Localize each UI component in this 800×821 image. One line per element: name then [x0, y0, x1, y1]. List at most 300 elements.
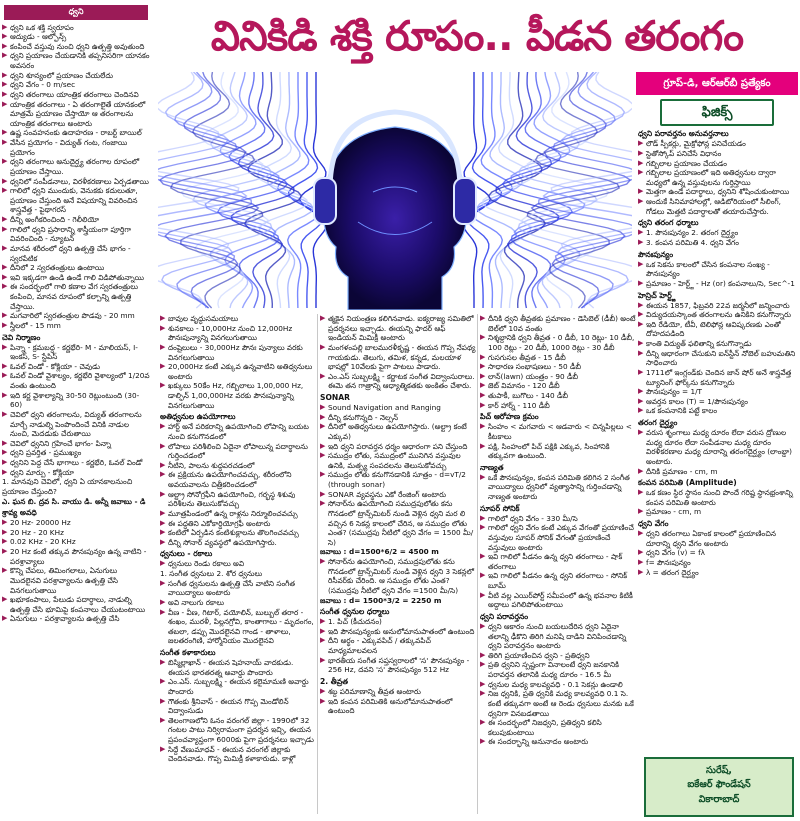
bullet-icon: ▶: [160, 578, 166, 587]
list-item: [160, 598, 316, 608]
list-item: [2, 614, 150, 624]
list-item-text: దీన్ని ఆధారంగా చేసుకుని ఐన్‌స్టీన్ నోబెల్ బహుమతిని సాధించారు: [646, 348, 796, 368]
bullet-icon: ▶: [160, 715, 166, 724]
bullet-icon: ▶: [2, 361, 8, 370]
list-item: [638, 187, 796, 197]
bullet-icon: ▶: [480, 441, 486, 450]
bullet-icon: ▶: [320, 342, 326, 351]
bullet-icon: ▶: [2, 224, 8, 233]
list-item: [160, 745, 316, 764]
bullet-icon: ▶: [480, 391, 486, 399]
bullet-icon: ▶: [638, 548, 644, 557]
list-item-text: ఒక సెకను కాలంలో చేసిన కంపనాల సంఖ్య - పౌనఃపున్యం: [646, 259, 770, 279]
list-item-text: ధ్వని వేగం - 0 m/sec: [10, 80, 76, 90]
list-item-text: ఈ సందర్భంలో గాలి కణాల వేగ స్వరతంత్రులు కంపించి, మానవ రూపంలో కల్పాన్ని ఉత్పత్తి చేస్తాయి.: [10, 282, 139, 311]
list-item-text: ధ్వని ఒక శక్తి స్వరూపం: [10, 22, 74, 32]
list-item: [638, 339, 796, 349]
list-item: [2, 225, 150, 244]
sub-heading: పౌనఃపున్యం: [638, 249, 674, 259]
list-item-text: దీన్ని సోనార్ వ్యవస్థలో ఉపయోగిస్తారు.: [168, 537, 277, 547]
middle-column-3: [478, 314, 638, 821]
list-item-text: తెలంగాణలోని ఓనం వరంగల్ జిల్లా - 1990లో 32 గంటల పాటు నిర్విరామంగా ప్రదర్శన ఇచ్చి, ఈయన ప్రపంచవ్యాప్తంగా 6000కు పైగా ప్రదర్శనలు ఇచ్చాడు: [168, 715, 314, 745]
list-item-text: దీనికి ప్రమాణం - cm, m: [646, 466, 718, 476]
list-item-text: శబ్ద పరిమాణాన్ని తీవ్రత అంటారు: [328, 686, 421, 696]
bullet-icon: ▶: [160, 677, 166, 686]
list-item-text: త్మకైన నియంత్రణ కలిగినవాడు. ఐక్యరాజ్య సమితిలో ప్రదర్శనలు ఇచ్చాడు. ఈయన్ని ఫాదర్ ఆఫ్ ఇండియన్ మిమిక్రీ అంటారు: [328, 314, 474, 343]
bullet-icon: ▶: [480, 660, 486, 669]
list-item: [638, 228, 796, 238]
list-item: [2, 547, 150, 566]
list-item: [2, 42, 150, 52]
list-item: [480, 333, 636, 352]
bullet-icon: ▶: [320, 371, 326, 380]
list-item-text: ధ్వని మార్పు - కోక్లియా: [10, 467, 74, 477]
bullet-icon: ▶: [2, 22, 8, 31]
list-item: [320, 442, 476, 452]
bullet-icon: ▶: [480, 689, 486, 698]
list-item-text: ఇవి గాలిలో పీడనం ఉన్న ధ్వని తరంగాలు - షాక్ తరంగాలు: [488, 552, 623, 571]
list-item: [160, 343, 316, 362]
list-item: [2, 273, 150, 283]
list-item-text: ఓవల్ విండో వైశాల్యం, కర్ణభేరి వైశాల్యంలో 1/20వ వంతు ఉంటుంది: [10, 371, 150, 391]
list-item: [2, 282, 150, 311]
list-item-text: గాలిలో ధ్వని వేగం - 330 మీ/సె: [488, 513, 578, 523]
list-item-text: మంగళంపల్లి బాలమురళీకృష్ణ - ఈయన గొప్ప నేపథ్య గాయకుడు. తెలుగు, తమిళ, కన్నడ, మలయాళ భాషల్లో 10వేలకు పైగా పాటలు పాడారు.: [328, 342, 476, 372]
list-item-text: ఖక్కులు 50కేం Hz, గబ్బిలాలు 1,00,000 Hz, డాల్ఫిన్ 1,00,000Hz వరకు పౌనఃపున్యాన్ని వినగలుగుతాయి: [168, 381, 304, 410]
list-item: [320, 422, 476, 441]
text-line: జవాబు : d=1500*6/2 = 4500 m: [320, 547, 439, 557]
list-item-text: ఆల్ట్రా సోనోగ్రఫీని ఉపయోగించి, గర్భస్థ శిశువు పరిశీలను తెలుసుకోవచ్చు: [168, 489, 296, 509]
list-item: [480, 442, 636, 461]
list-item: [638, 558, 796, 568]
list-item-text: ధ్వని ప్రయాణం చేయడానికి తప్పనిసరిగా యానకం అవసరం: [10, 51, 150, 71]
list-item-text: నిజ ధ్వనికి, ప్రతి ధ్వనికి మధ్య కాలవ్యవధి 0.1 సె. కంటే తక్కువగా అంటే ఆ రెండు ధ్వనులు మనకు ఒకే ధ్వనిగా వినబడతాయి: [488, 689, 634, 718]
list-item-text: ధ్వనుల మధ్య కాలవ్యవధి - 0.1 సెకన్లు ఉండాలి: [488, 679, 623, 689]
list-item: [480, 473, 636, 502]
bullet-icon: ▶: [2, 138, 8, 147]
list-item: [480, 401, 636, 411]
text-line: ఎ. ఘన బి. ద్రవ సి. వాయు డి. అన్నీ జవాబు - డి: [2, 496, 146, 506]
list-item-text: Sound Navigation and Ranging: [328, 403, 441, 413]
right-list: [636, 129, 798, 577]
list-item-text: 3. కంపన పరిమితి 4. ధ్వని వేగం: [646, 238, 739, 247]
bullet-icon: ▶: [160, 342, 166, 351]
list-item: [638, 467, 796, 477]
bullet-icon: ▶: [638, 387, 644, 396]
bullet-icon: ▶: [320, 470, 326, 479]
bullet-icon: ▶: [480, 400, 486, 409]
list-item-text: గాలిలో ధ్వని ప్రసారాన్ని శాస్త్రీయంగా పూర్తిగా వివరించింది - న్యూటన్: [10, 224, 132, 244]
list-item: [480, 362, 636, 372]
list-item-text: మూత్రపిండంలో ఉన్న రాళ్లను నిర్మూలించవచ్చు: [168, 508, 298, 518]
list-item-text: ఆద్యుడు - ఆల్ఫోన్స్: [10, 32, 67, 42]
bullet-icon: ▶: [480, 422, 486, 431]
list-item: [638, 159, 796, 169]
list-item: [160, 538, 316, 548]
list-item: [320, 343, 476, 372]
bullet-icon: ▶: [320, 314, 326, 322]
bullet-icon: ▶: [320, 626, 326, 635]
list-item-text: దీనిలో అతిధ్వనులు ఉపయోగిస్తారు. (అల్ట్రా కంటే ఎక్కువ): [328, 422, 467, 441]
bullet-icon: ▶: [2, 215, 8, 224]
bullet-icon: ▶: [160, 744, 166, 753]
list-item: [480, 314, 636, 333]
bullet-icon: ▶: [2, 243, 8, 252]
list-item: [320, 687, 476, 697]
bullet-icon: ▶: [2, 371, 8, 380]
list-item-text: ఈ సందర్భాన్ని అనునాదం అంటారు: [488, 737, 589, 747]
list-item-text: ఉష్ణ సంవహనంకు ఉదాహరణ - రాబర్ట్ బాయిల్: [10, 128, 142, 138]
bullet-icon: ▶: [2, 282, 8, 291]
bullet-icon: ▶: [160, 489, 166, 498]
bullet-icon: ▶: [638, 406, 644, 415]
list-item: [160, 324, 316, 343]
list-item-text: ధ్వని ప్రవర్తిత - ప్రముఖ్యం: [10, 448, 82, 458]
bullet-icon: ▶: [480, 718, 486, 727]
list-item: [320, 314, 476, 343]
list-item: [320, 697, 476, 716]
bullet-icon: ▶: [638, 529, 644, 538]
list-item: [638, 488, 796, 507]
list-item: [160, 470, 316, 489]
list-item: [2, 448, 150, 458]
list-item: [638, 310, 796, 320]
list-item-text: ఇవి ఇక్కడగా ఉండి ఉండే గాలి విడిపోతున్నాయి: [10, 272, 145, 282]
bullet-icon: ▶: [480, 552, 486, 561]
bullet-icon: ▶: [160, 696, 166, 705]
bullet-icon: ▶: [480, 381, 486, 390]
list-item: [2, 566, 150, 595]
list-item: [320, 470, 476, 489]
list-item: [638, 320, 796, 339]
author-name: సురేష్,: [706, 765, 732, 776]
middle-column-2: [318, 314, 478, 821]
list-item: [160, 509, 316, 519]
bullet-icon: ▶: [638, 488, 644, 497]
sub-heading: హెన్రిచ్ హెర్ట్జ్: [638, 290, 676, 300]
section-label: ధ్వని: [4, 5, 148, 20]
list-item: [638, 279, 796, 289]
list-item-text: సాధారణ సంభాషణలు - 50 డీబీ: [488, 362, 582, 372]
list-item: [160, 677, 316, 696]
bullet-icon: ▶: [480, 371, 486, 380]
list-item-text: 20 Hz - 20 KHz: [10, 527, 64, 537]
list-item: [320, 490, 476, 500]
bullet-icon: ▶: [2, 547, 8, 556]
sub-heading: శ్రావ్య అవధి: [2, 508, 37, 518]
bullet-icon: ▶: [638, 238, 644, 246]
bullet-icon: ▶: [160, 362, 166, 371]
bullet-icon: ▶: [320, 655, 326, 664]
list-item-text: లోపాలు పరిశీలించి ఏదైనా లోపాలున్న పదార్థాలను గుర్తించడంలో: [168, 441, 308, 461]
left-list: [2, 23, 150, 625]
hero-illustration: [158, 72, 632, 310]
bullet-icon: ▶: [320, 499, 326, 508]
bullet-icon: ▶: [320, 412, 326, 421]
list-item: [2, 518, 150, 528]
sub-heading: ధ్వనులు - రకాలు: [160, 549, 213, 559]
list-item: [2, 90, 150, 100]
bullet-icon: ▶: [160, 323, 166, 332]
list-item-text: మెత్తగా ఉండే పదార్థాలు, ధ్వనిని శోషించుకుంటాయి: [646, 187, 790, 197]
bullet-icon: ▶: [160, 508, 166, 517]
list-item: [480, 391, 636, 401]
list-item-text: 1. పౌనఃపున్యం 2. తరంగ దైర్ఘ్యం: [646, 228, 739, 238]
list-item: [2, 128, 150, 138]
list-item: [2, 458, 150, 468]
bullet-icon: ▶: [320, 441, 326, 450]
list-item-text: SONAR వ్యవస్థను ఎకో రేంజింగ్ అంటారు: [328, 489, 447, 499]
bullet-icon: ▶: [638, 158, 644, 167]
bullet-icon: ▶: [2, 448, 8, 457]
list-item-text: గబ్బిలాల ప్రయాణంలో ఇది అతిధ్వనుల ద్వారా మధ్యలో ఉన్న వస్తువులను గుర్తిస్తాయి: [646, 168, 776, 187]
bullet-icon: ▶: [320, 422, 326, 431]
bullet-icon: ▶: [480, 571, 486, 580]
wave-line: [544, 72, 632, 308]
list-item-text: వేసిన ప్రయోగం - విద్యుత్ గంట, గంజాయి ప్రయోగం: [10, 138, 128, 157]
list-item: [160, 519, 316, 529]
sub-heading: చెవి నిర్మాణం: [2, 332, 41, 342]
list-item-text: సముద్రం లోతు కనుగొనడానికి సూత్రం - d=vT/2 (through sonar): [328, 470, 466, 490]
list-item-text: ఇది ధ్వని పరావర్తన ధర్మం ఆధారంగా పని చేస్తుంది: [328, 441, 468, 451]
author-place: వికారాబాద్: [698, 793, 740, 805]
list-item-text: పక్షి, సింహంలో పిచ్ పక్షికి ఎక్కువ, సింహానికి తక్కువగా ఉంటుంది.: [488, 441, 610, 461]
sub-heading: SONAR: [320, 393, 351, 402]
list-item-text: దీని అర్థం - ఎక్కువపిచ్ / తక్కువపిచ్ మాధ్యమాలవలన: [328, 636, 432, 656]
list-item-text: ఇది పౌనఃపున్యంకు అనులోమానుపాతంలో ఉంటుంది: [328, 626, 475, 636]
bullet-icon: ▶: [160, 528, 166, 537]
head-icon: [324, 127, 467, 310]
list-item-text: గాలిలో ధ్వని ముందుకు, వెనుకకు కదులుతూ, ప్రయాణం చేస్తుంది అనే విషయాన్ని వివరించిన శాస్త్రవేత్త - పైథాగరస్: [10, 186, 138, 215]
list-item-text: ఇవి గాలిలో పీడనం ఉన్న ధ్వని తరంగాలు - సోనిక్ బూమ్: [488, 571, 628, 591]
bullet-icon: ▶: [638, 187, 644, 196]
list-item-text: 20 Hz- 20000 Hz: [10, 518, 71, 528]
list-item-text: సోనార్‌ను ఉపయోగించి సముద్రపులోతు కను గొనడంలో ట్రాన్స్‌మిటర్ నుండి వెళ్లిన ధ్వని మర లి వచ్చిన 6 సెకన్ల కాలంలో చేరిన, ఆ సముద్రం లోతు ఎంత? (సముద్రపు నీటిలో ధ్వని వేగం = 1500 మీ/సె): [328, 499, 474, 547]
list-item: [480, 591, 636, 610]
list-item: [2, 157, 150, 176]
list-item: [2, 51, 150, 70]
list-item-text: నిశ్శబ్దానికి ధ్వని తీవ్రత - 0 డీబీ, 10 రెట్లు- 10 డీబీ, 100 రెట్లు - 20 డీబీ, 1000 రెట్లు - 30 డీబీ: [488, 333, 635, 352]
bullet-icon: ▶: [2, 51, 8, 60]
list-item: [480, 651, 636, 661]
list-item: [2, 371, 150, 390]
list-item: [2, 595, 150, 614]
bullet-icon: ▶: [480, 650, 486, 659]
left-waves: [158, 72, 327, 308]
list-item-text: దీనికి ధ్వని తీవ్రతకు ప్రమాణం - డెసిబెల్ (డీబీ) అంటే బెల్‌లో 10వ వంతు: [488, 314, 636, 333]
bullet-icon: ▶: [2, 311, 8, 320]
list-item-text: ఆందుకే సినిమాహాలల్లో, ఆడిటోరియంలో సీలింగ్, గోడలు మెత్తటి పదార్థాలతో తయారుచేస్తారు.: [646, 197, 781, 216]
list-item: [160, 579, 316, 598]
list-item: [480, 552, 636, 571]
bullet-icon: ▶: [2, 614, 8, 623]
list-item: [2, 321, 150, 331]
list-item-text: ఆవర్తన కాలం (T) = 1/పౌనఃపున్యం: [646, 396, 748, 406]
list-item: [480, 689, 636, 718]
bullet-icon: ▶: [2, 186, 8, 195]
list-item-text: ఖభూకంపాలు, పేలుడు పదార్థాలు, నాడుల్ని ఉత్పత్తి చేసి భూమిపై కంపనాలు చేయుటంటాయి: [10, 595, 146, 614]
list-item: [2, 343, 150, 362]
sub-heading: 2. తీవ్రత: [320, 676, 349, 686]
list-item: [480, 680, 636, 690]
list-item: [638, 397, 796, 407]
bullet-icon: ▶: [160, 597, 166, 606]
bullet-icon: ▶: [638, 367, 644, 376]
list-item: [160, 314, 316, 324]
list-item: [2, 177, 150, 187]
list-item-text: తుపాకీ, బుగొలు - 140 డీబీ: [488, 391, 569, 400]
list-item-text: 0.02 KHz - 20 KHz: [10, 537, 76, 547]
bullet-icon: ▶: [320, 489, 326, 498]
list-item: [638, 168, 796, 187]
list-item: [480, 718, 636, 737]
list-item-text: సోనార్‌ను ఉపయోగించి, సముద్రపులోతు కను గొనడంలో ట్రాన్స్‌మిటర్ నుండి వెళ్లిన ధ్వని 3 సెకన్లలో రిసీవర్‌కు చేరింది. ఆ సముద్రం లోతు ఎంత? (సముద్రపు నీటిలో ధ్వని వేగం =1500 మీ/సె): [328, 557, 475, 595]
sub-heading: తరంగ దైర్ఘ్యం: [638, 418, 678, 428]
list-item-text: f= పౌనఃపున్యం: [646, 557, 691, 567]
list-item: [480, 372, 636, 382]
list-item-text: ఒక కంపనానికి పట్టే కాలం: [646, 406, 718, 416]
list-item: [320, 499, 476, 547]
list-item-text: విద్యుదయస్కాంత తరంగాలను ఉనికిని కనుగొన్నారు: [646, 310, 792, 320]
list-item: [2, 537, 150, 547]
list-item-text: మానవ శరీరంలో ధ్వని ఉత్పత్తి చేసే భాగం - స్వరపేటిక: [10, 243, 131, 263]
bullet-icon: ▶: [2, 128, 8, 137]
bullet-icon: ▶: [480, 362, 486, 371]
bullet-icon: ▶: [2, 438, 8, 447]
bullet-icon: ▶: [2, 320, 8, 329]
list-item: [480, 660, 636, 679]
list-item: [638, 238, 796, 248]
list-item-text: ధ్వని ఆకారం నుంచి బయలుదేరిన ధ్వని ఏదైనా తలాన్ని ఢీకొని తిరిగి మనిషి దాడిని వినిపించడాన్ని ధ్వని పరావర్తనం అంటారు: [488, 621, 627, 651]
list-item-text: ఈ పద్ధతిని ఎకోకార్డియోగ్రఫీ అంటారు: [168, 518, 271, 528]
bullet-icon: ▶: [2, 41, 8, 50]
bullet-icon: ▶: [638, 259, 644, 268]
list-item-text: సింహం < మగవారు < ఆడవారు < చిన్నపిల్లలు < కీటకాలు: [488, 422, 632, 441]
bullet-icon: ▶: [2, 89, 8, 98]
list-item: [2, 468, 150, 478]
bullet-icon: ▶: [638, 557, 644, 566]
bullet-icon: ▶: [638, 428, 644, 437]
text-line: 1. సంగీత ధ్వనులు 2. శోర ధ్వనులు: [160, 569, 263, 579]
list-item: [320, 413, 476, 423]
list-item: [2, 244, 150, 263]
list-item-text: ఒకే పౌనఃపున్యం, కంపన పరిమితి కలిగిన 2 సంగీత వాయిద్యాలు ధ్వనిలో వ్యత్యాసాన్ని గుర్తించడాన్ని నాణ్యత అంటారు: [488, 472, 630, 502]
bullet-icon: ▶: [638, 148, 644, 157]
list-item-text: చెవిలో ధ్వని తరంగాలను, విద్యుత్ తరంగాలను మార్చే నాడుల్ని పెంపొందించే వినికి నాడుల నుంచి, మెదడుకు చేరుతాయి: [10, 409, 142, 439]
bullet-icon: ▶: [320, 696, 326, 705]
bullet-icon: ▶: [638, 139, 644, 148]
list-item: [2, 311, 150, 321]
series-banner: గ్రూప్-డి, ఆర్ఆర్‌బీ ప్రత్యేకం: [636, 72, 798, 95]
list-item-text: ఒక కణం స్థిర స్థానం నుంచి పొందే గరిష్ట స్థానభ్రంశాన్ని కంపన పరిమితి అంటారు: [646, 488, 793, 507]
list-item-text: సముద్రం లోతు, సముద్రంలో మునిగిన వస్తువుల ఉనికి, మత్స్య సంపదలను తెలుసుకోవచ్చు: [328, 451, 461, 470]
author-box: [644, 757, 794, 817]
list-item-text: కంపించే వస్తువు నుంచి ధ్వని ఉత్పత్తి అవుతుంది: [10, 41, 145, 51]
list-item: [2, 263, 150, 273]
list-item-text: ప్రమాణం - cm, m: [646, 507, 702, 517]
bullet-icon: ▶: [2, 342, 8, 351]
sub-heading: సంగీత ధ్వనుల ధర్మాలు: [320, 607, 390, 617]
bullet-icon: ▶: [480, 333, 486, 342]
list-item-text: ఇది రేడియో, టీవీ, టెలిఫోన్ల ఆవిష్కరణకు ఎంతో దోహదపడింది: [646, 319, 781, 339]
bullet-icon: ▶: [638, 310, 644, 319]
list-item-text: ఎం.ఎస్ సుబ్బలక్ష్మి - కర్ణాటక సంగీత విద్వాంసురాలు. ఈమె తన గాత్రాన్ని ఆధ్యాత్మికతకు అంకితం చేశారు.: [328, 371, 475, 391]
list-item-text: హార్ట్ అనే పరికరాన్ని ఉపయోగించి లోపాన్ని బయట నుంచి కనుగొనడంలో: [168, 422, 309, 441]
list-item: [160, 528, 316, 538]
list-item-text: సిద్దే వేణుమాధవ్ - ఈయన వరంగల్ జిల్లాకు చెందినవాడు. గొప్ప మిమిక్రీ కళాకారుడు. కాళ్లో: [168, 744, 296, 764]
sub-heading: సూపర్ సోనిక్: [480, 503, 520, 513]
bullet-icon: ▶: [2, 518, 8, 527]
bullet-icon: ▶: [2, 537, 8, 546]
list-item-text: లౌడ్ స్పీకర్లు, మైక్రోఫోన్ల పనిచేయడం: [646, 139, 746, 149]
bullet-icon: ▶: [480, 679, 486, 688]
bullet-icon: ▶: [638, 466, 644, 475]
list-item: [480, 353, 636, 363]
bullet-icon: ▶: [320, 686, 326, 695]
list-item: [320, 557, 476, 596]
list-item-text: గబ్బిలాల ప్రయాణం చేయడం: [646, 158, 727, 168]
bullet-icon: ▶: [2, 566, 8, 575]
bullet-icon: ▶: [2, 157, 8, 166]
sub-heading: నాణ్యత: [480, 462, 504, 472]
list-item: [480, 571, 636, 590]
list-item-text: 1. పిచ్ (కీచుదనం): [328, 617, 382, 627]
bullet-icon: ▶: [638, 396, 644, 405]
bullet-icon: ▶: [638, 339, 644, 348]
list-item-text: ధ్వని తరంగాలు యాంత్రిక తరంగాలు చెందినవి: [10, 89, 139, 99]
sub-heading: ధ్వని తరంగ ధర్మాలు: [638, 218, 699, 228]
bullet-icon: ▶: [320, 636, 326, 645]
list-item: [2, 215, 150, 225]
list-item: [638, 349, 796, 368]
list-item: [638, 368, 796, 387]
list-item: [480, 514, 636, 524]
bullet-icon: ▶: [160, 470, 166, 479]
list-item-text: ఇది కంపన పరిమితికి అనులోమానుపాతంలో ఉంటుంది: [328, 696, 453, 716]
bullet-icon: ▶: [638, 507, 644, 516]
list-item-text: దీన్ని కనుగొన్నది - నెల్సన్: [328, 412, 399, 422]
list-item: [160, 442, 316, 461]
list-item: [160, 559, 316, 569]
bullet-icon: ▶: [638, 567, 644, 576]
text-line: జవాబు : d= 1500*3/2 = 2250 m: [320, 595, 442, 605]
list-item: [160, 658, 316, 677]
bullet-icon: ▶: [2, 176, 8, 185]
list-item-text: కంటిలో ఏర్పడిన కంటిశుక్లాలను తొలగించవచ్చు: [168, 528, 299, 538]
list-item-text: అవి నాలుగు రకాలు: [168, 597, 225, 607]
list-item-text: ప్రతి ధ్వనిని స్పష్టంగా వినాలంటే ధ్వని జనకానికి పరావర్తన తలానికి మధ్య దూరం - 16.5 మీ: [488, 660, 619, 680]
bullet-icon: ▶: [160, 381, 166, 390]
list-item-text: ధ్వని వేగం (v) = fλ: [646, 548, 705, 558]
list-item: [638, 139, 796, 149]
sub-heading: సంగీత కళాకారులు: [160, 648, 216, 658]
bullet-icon: ▶: [638, 197, 644, 206]
list-item: [320, 636, 476, 655]
list-item-text: ఏనుగులు - పరశ్రావ్యాలను ఉత్పత్తి చేసి: [10, 614, 120, 624]
bullet-icon: ▶: [2, 272, 8, 281]
list-item: [320, 617, 476, 627]
bullet-icon: ▶: [2, 409, 8, 418]
bullet-icon: ▶: [2, 80, 8, 89]
list-item-text: కొన్ని చేపలు, తిమింగలాలు, ఏనుగులు మొదలైనవి పరశ్రావ్యాలను ఉత్పత్తి చేసి వినగలుగుతాయి: [10, 566, 119, 595]
list-item: [2, 32, 150, 42]
list-item: [638, 428, 796, 467]
list-item-text: ప్రమాణం - హెర్ట్జ్ - Hz (or) కంపనాలు/సె, Sec^-1: [646, 278, 795, 288]
list-item-text: జెట్ విమానం - 120 డీబీ: [488, 381, 560, 391]
list-item-text: ఇది కర్ణ వైశాల్యాన్ని 30-50 రెట్లుంటుంది (30-60): [10, 390, 140, 410]
sub-heading: ధ్వని పరావర్తనం అనువర్తనాలు: [638, 129, 729, 139]
list-item: [2, 528, 150, 538]
